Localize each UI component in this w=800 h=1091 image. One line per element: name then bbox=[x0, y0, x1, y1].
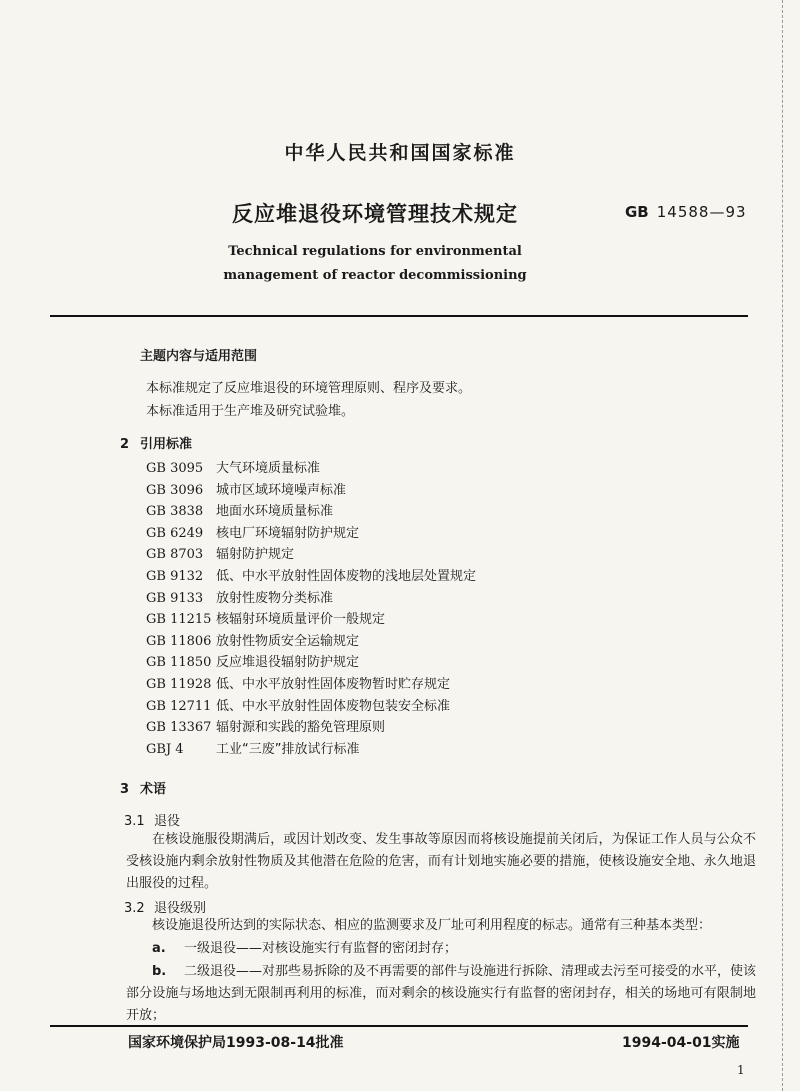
reference-item bbox=[146, 480, 476, 502]
reference-title: 放射性物质安全运输规定 bbox=[216, 633, 360, 649]
reference-item bbox=[146, 717, 476, 739]
item-a bbox=[152, 938, 752, 960]
item-b bbox=[126, 961, 756, 1027]
reference-code: GB 9133 bbox=[146, 590, 204, 606]
clause-3-1-number: 3.1 bbox=[124, 814, 145, 829]
reference-item bbox=[146, 588, 476, 610]
reference-code: GB 3838 bbox=[146, 504, 204, 520]
reference-title: 低、中水平放射性固体废物的浅地层处置规定 bbox=[216, 568, 477, 584]
section2-title: 引用标准 bbox=[140, 437, 193, 452]
reference-title: 低、中水平放射性固体废物暂时贮存规定 bbox=[216, 676, 451, 692]
section3-number: 3 bbox=[120, 782, 130, 797]
reference-code: GB 9132 bbox=[146, 568, 204, 584]
page-number: 1 bbox=[737, 1063, 745, 1077]
reference-title: 反应堆退役辐射防护规定 bbox=[216, 655, 360, 671]
reference-title: 大气环境质量标准 bbox=[216, 461, 321, 476]
reference-code: GB 8703 bbox=[146, 547, 204, 563]
reference-item bbox=[146, 652, 476, 674]
gb-code bbox=[625, 203, 747, 221]
section1-paragraph2: 本标准适用于生产堆及研究试验堆。 bbox=[146, 404, 355, 419]
reference-title: 核电厂环境辐射防护规定 bbox=[216, 525, 360, 541]
section3-title: 术语 bbox=[140, 782, 167, 797]
clause-3-2-number: 3.2 bbox=[124, 901, 145, 916]
reference-code: GB 13367 bbox=[146, 720, 212, 736]
reference-code: GB 6249 bbox=[146, 525, 204, 541]
approval-line: 国家环境保护局1993-08-14批准 bbox=[128, 1035, 344, 1051]
reference-title: 工业“三废”排放试行标准 bbox=[216, 741, 360, 757]
item-b-label: b. bbox=[152, 964, 167, 979]
clause-3-2-heading bbox=[124, 897, 206, 916]
reference-title: 核辐射环境质量评价一般规定 bbox=[216, 612, 386, 628]
reference-code: GB 12711 bbox=[146, 698, 212, 714]
reference-code: GB 11215 bbox=[146, 612, 212, 628]
gb-number: 14588—93 bbox=[656, 203, 747, 221]
reference-code: GB 11806 bbox=[146, 633, 212, 649]
section2-number: 2 bbox=[120, 437, 130, 452]
reference-item bbox=[146, 609, 476, 631]
reference-code: GB 11928 bbox=[146, 676, 212, 692]
reference-item bbox=[146, 696, 476, 718]
reference-item bbox=[146, 458, 476, 480]
clause-3-2-text: 核设施退役所达到的实际状态、相应的监测要求及厂址可利用程度的标志。通常有三种基本类型： bbox=[152, 918, 712, 933]
clause-3-2-title: 退役级别 bbox=[154, 901, 207, 916]
footer-divider bbox=[50, 1025, 748, 1027]
reference-title: 辐射防护规定 bbox=[216, 547, 295, 563]
english-title-line2: management of reactor decommissioning bbox=[223, 268, 527, 283]
reference-code: GB 3096 bbox=[146, 482, 204, 498]
reference-list bbox=[146, 458, 476, 760]
item-a-label: a. bbox=[152, 941, 166, 956]
header-divider bbox=[50, 315, 748, 317]
section1-paragraph1: 本标准规定了反应堆退役的环境管理原则、程序及要求。 bbox=[146, 381, 472, 396]
reference-code: GB 11850 bbox=[146, 655, 212, 671]
clause-3-1-heading bbox=[124, 810, 180, 829]
effective-date: 1994-04-01实施 bbox=[622, 1035, 740, 1051]
reference-item bbox=[146, 566, 476, 588]
english-title bbox=[150, 240, 600, 288]
english-title-line1: Technical regulations for environmental bbox=[228, 244, 522, 259]
reference-title: 城市区域环境噪声标准 bbox=[216, 482, 347, 498]
reference-code: GB 3095 bbox=[146, 461, 204, 476]
document-title: 反应堆退役环境管理技术规定 bbox=[232, 202, 518, 226]
reference-title: 放射性废物分类标准 bbox=[216, 590, 334, 606]
reference-item bbox=[146, 674, 476, 696]
page-edge-line bbox=[782, 0, 783, 1091]
reference-item bbox=[146, 631, 476, 653]
national-standard-heading: 中华人民共和国国家标准 bbox=[284, 142, 516, 164]
clause-3-1-text: 在核设施服役期满后，或因计划改变、发生事故等原因而将核设施提前关闭后，为保证工作人员与公众不受核设施内剩余放射性物质及其他潜在危险的危害，而有计划地实施必要的措施，使核设施安全地、永久地退出服役的过程。 bbox=[126, 832, 756, 891]
item-b-text: 二级退役——对那些易拆除的及不再需要的部件与设施进行拆除、清理或去污至可接受的水平，使该部分设施与场地达到无限制再利用的标准，而对剩余的核设施实行有监督的密闭封存，相关的场地可有限制地开放； bbox=[126, 964, 757, 1023]
gb-prefix: GB bbox=[625, 203, 649, 221]
section1-heading: 主题内容与适用范围 bbox=[140, 349, 258, 364]
reference-code: GBJ 4 bbox=[146, 741, 184, 757]
reference-title: 辐射源和实践的豁免管理原则 bbox=[216, 720, 386, 736]
clause-3-1-title: 退役 bbox=[154, 814, 181, 829]
reference-item bbox=[146, 523, 476, 545]
section2-heading bbox=[120, 433, 192, 452]
reference-item bbox=[146, 739, 476, 761]
reference-title: 低、中水平放射性固体废物包装安全标准 bbox=[216, 698, 451, 714]
reference-item bbox=[146, 501, 476, 523]
reference-item bbox=[146, 544, 476, 566]
section3-heading bbox=[120, 778, 166, 797]
reference-title: 地面水环境质量标准 bbox=[216, 504, 334, 520]
item-a-text: 一级退役——对核设施实行有监督的密闭封存； bbox=[184, 941, 458, 956]
